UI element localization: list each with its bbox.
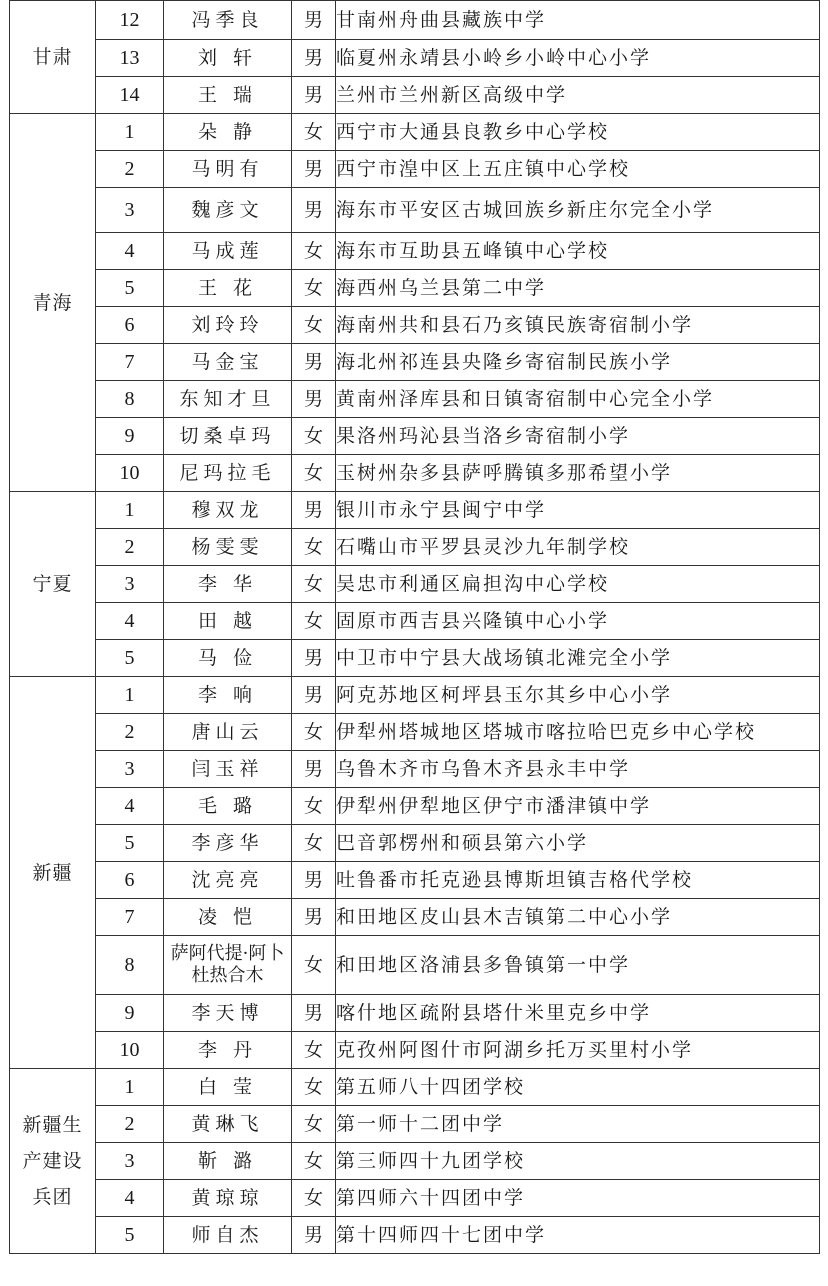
- teacher-name: 尼玛拉毛: [164, 455, 292, 492]
- row-number: 9: [96, 995, 164, 1032]
- table-row: [10, 492, 820, 529]
- row-number: 5: [96, 640, 164, 677]
- row-number: 3: [96, 751, 164, 788]
- teacher-name: 沈亮亮: [164, 862, 292, 899]
- school-name: 西宁市大通县良教乡中心学校: [336, 114, 820, 151]
- table-row: [10, 270, 820, 307]
- region-label: 新疆: [32, 861, 73, 884]
- row-number: 13: [96, 40, 164, 77]
- teacher-name: 冯季良: [164, 1, 292, 40]
- teacher-gender: 女: [292, 270, 336, 307]
- region-cell: [10, 1069, 96, 1254]
- row-number: 1: [96, 492, 164, 529]
- teacher-name: 东知才旦: [164, 381, 292, 418]
- row-number: 8: [96, 936, 164, 995]
- table-row: [10, 114, 820, 151]
- school-name: 甘南州舟曲县藏族中学: [336, 1, 820, 40]
- table-row: [10, 233, 820, 270]
- school-name: 海南州共和县石乃亥镇民族寄宿制小学: [336, 307, 820, 344]
- teacher-gender: 女: [292, 1032, 336, 1069]
- row-number: 1: [96, 677, 164, 714]
- school-name: 阿克苏地区柯坪县玉尔其乡中心小学: [336, 677, 820, 714]
- table-row: [10, 995, 820, 1032]
- school-name: 海东市互助县五峰镇中心学校: [336, 233, 820, 270]
- region-label: 甘肃: [32, 46, 73, 68]
- teacher-gender: 男: [292, 751, 336, 788]
- teacher-gender: 女: [292, 825, 336, 862]
- table-row: [10, 307, 820, 344]
- teacher-gender: 女: [292, 233, 336, 270]
- teacher-name: 黄琼琼: [164, 1180, 292, 1217]
- school-name: 第五师八十四团学校: [336, 1069, 820, 1106]
- school-name: 吴忠市利通区扁担沟中心学校: [336, 566, 820, 603]
- table-row: [10, 77, 820, 114]
- teacher-gender: 男: [292, 40, 336, 77]
- teacher-gender: 女: [292, 418, 336, 455]
- teacher-name: 唐山云: [164, 714, 292, 751]
- teacher-gender: 男: [292, 899, 336, 936]
- teacher-name: 王 花: [164, 270, 292, 307]
- teacher-gender: 男: [292, 1217, 336, 1254]
- teacher-name: 朵 静: [164, 114, 292, 151]
- table-row: [10, 1069, 820, 1106]
- row-number: 6: [96, 862, 164, 899]
- school-name: 和田地区皮山县木吉镇第二中心小学: [336, 899, 820, 936]
- row-number: 5: [96, 270, 164, 307]
- teacher-name: 黄琳飞: [164, 1106, 292, 1143]
- teacher-name: 毛 璐: [164, 788, 292, 825]
- teacher-gender: 男: [292, 1, 336, 40]
- teacher-name: 白 莹: [164, 1069, 292, 1106]
- row-number: 3: [96, 1143, 164, 1180]
- teacher-gender: 男: [292, 188, 336, 233]
- teacher-name: 魏彦文: [164, 188, 292, 233]
- school-name: 石嘴山市平罗县灵沙九年制学校: [336, 529, 820, 566]
- table-row: [10, 751, 820, 788]
- teacher-name: 闫玉祥: [164, 751, 292, 788]
- teacher-gender: 女: [292, 1106, 336, 1143]
- school-name: 兰州市兰州新区高级中学: [336, 77, 820, 114]
- teacher-name: 李 丹: [164, 1032, 292, 1069]
- school-name: 西宁市湟中区上五庄镇中心学校: [336, 151, 820, 188]
- school-name: 海西州乌兰县第二中学: [336, 270, 820, 307]
- teacher-name: 靳 潞: [164, 1143, 292, 1180]
- school-name: 海东市平安区古城回族乡新庄尔完全小学: [336, 188, 820, 233]
- region-cell: [10, 1, 96, 114]
- school-name: 克孜州阿图什市阿湖乡托万买里村小学: [336, 1032, 820, 1069]
- row-number: 1: [96, 1069, 164, 1106]
- table-row: [10, 677, 820, 714]
- table-row: [10, 603, 820, 640]
- row-number: 7: [96, 344, 164, 381]
- table-row: [10, 1217, 820, 1254]
- teacher-name: 马明有: [164, 151, 292, 188]
- teacher-name: 切桑卓玛: [164, 418, 292, 455]
- teacher-name: 马 俭: [164, 640, 292, 677]
- school-name: 固原市西吉县兴隆镇中心小学: [336, 603, 820, 640]
- table-row: [10, 455, 820, 492]
- row-number: 2: [96, 714, 164, 751]
- teacher-gender: 女: [292, 714, 336, 751]
- row-number: 4: [96, 233, 164, 270]
- school-name: 玉树州杂多县萨呼腾镇多那希望小学: [336, 455, 820, 492]
- teacher-name: 萨阿代提·阿卜杜热合木: [164, 936, 292, 995]
- teacher-name: 刘 轩: [164, 40, 292, 77]
- teacher-roster-table: [9, 0, 820, 1254]
- school-name: 第四师六十四团中学: [336, 1180, 820, 1217]
- school-name: 果洛州玛沁县当洛乡寄宿制小学: [336, 418, 820, 455]
- school-name: 第三师四十九团学校: [336, 1143, 820, 1180]
- row-number: 3: [96, 566, 164, 603]
- teacher-name: 李 响: [164, 677, 292, 714]
- region-cell: [10, 114, 96, 492]
- teacher-gender: 男: [292, 151, 336, 188]
- row-number: 4: [96, 603, 164, 640]
- school-name: 乌鲁木齐市乌鲁木齐县永丰中学: [336, 751, 820, 788]
- row-number: 2: [96, 151, 164, 188]
- teacher-gender: 男: [292, 381, 336, 418]
- row-number: 9: [96, 418, 164, 455]
- school-name: 伊犁州伊犁地区伊宁市潘津镇中学: [336, 788, 820, 825]
- region-label: 新疆生产建设兵团: [22, 1114, 83, 1208]
- table-row: [10, 714, 820, 751]
- school-name: 和田地区洛浦县多鲁镇第一中学: [336, 936, 820, 995]
- teacher-gender: 女: [292, 1180, 336, 1217]
- teacher-name: 李天博: [164, 995, 292, 1032]
- region-label: 宁夏: [32, 573, 73, 595]
- teacher-gender: 男: [292, 492, 336, 529]
- school-name: 巴音郭楞州和硕县第六小学: [336, 825, 820, 862]
- table-row: [10, 899, 820, 936]
- table-row: [10, 566, 820, 603]
- school-name: 吐鲁番市托克逊县博斯坦镇吉格代学校: [336, 862, 820, 899]
- teacher-name: 李 华: [164, 566, 292, 603]
- teacher-gender: 女: [292, 603, 336, 640]
- teacher-name: 马金宝: [164, 344, 292, 381]
- teacher-gender: 男: [292, 677, 336, 714]
- table-row: [10, 418, 820, 455]
- teacher-gender: 男: [292, 995, 336, 1032]
- row-number: 6: [96, 307, 164, 344]
- region-cell: [10, 677, 96, 1069]
- teacher-gender: 男: [292, 77, 336, 114]
- teacher-name: 杨雯雯: [164, 529, 292, 566]
- row-number: 4: [96, 788, 164, 825]
- school-name: 海北州祁连县央隆乡寄宿制民族小学: [336, 344, 820, 381]
- row-number: 5: [96, 825, 164, 862]
- teacher-name: 李彦华: [164, 825, 292, 862]
- table-row: [10, 1106, 820, 1143]
- teacher-gender: 男: [292, 344, 336, 381]
- school-name: 银川市永宁县闽宁中学: [336, 492, 820, 529]
- school-name: 伊犁州塔城地区塔城市喀拉哈巴克乡中心学校: [336, 714, 820, 751]
- row-number: 2: [96, 1106, 164, 1143]
- teacher-name: 刘玲玲: [164, 307, 292, 344]
- region-cell: [10, 492, 96, 677]
- school-name: 第一师十二团中学: [336, 1106, 820, 1143]
- table-row: [10, 1, 820, 40]
- table-row: [10, 344, 820, 381]
- row-number: 4: [96, 1180, 164, 1217]
- row-number: 8: [96, 381, 164, 418]
- teacher-gender: 女: [292, 529, 336, 566]
- school-name: 第十四师四十七团中学: [336, 1217, 820, 1254]
- teacher-gender: 女: [292, 455, 336, 492]
- table-row: [10, 529, 820, 566]
- table-row: [10, 381, 820, 418]
- roster-body: [10, 1, 820, 1254]
- teacher-gender: 女: [292, 566, 336, 603]
- table-row: [10, 1032, 820, 1069]
- school-name: 临夏州永靖县小岭乡小岭中心小学: [336, 40, 820, 77]
- row-number: 10: [96, 455, 164, 492]
- region-label: 青海: [32, 291, 73, 314]
- teacher-gender: 女: [292, 788, 336, 825]
- table-row: [10, 862, 820, 899]
- teacher-gender: 女: [292, 307, 336, 344]
- teacher-gender: 女: [292, 1143, 336, 1180]
- school-name: 喀什地区疏附县塔什米里克乡中学: [336, 995, 820, 1032]
- teacher-name: 穆双龙: [164, 492, 292, 529]
- teacher-gender: 男: [292, 862, 336, 899]
- table-row: [10, 936, 820, 995]
- table-row: [10, 788, 820, 825]
- teacher-name: 田 越: [164, 603, 292, 640]
- school-name: 黄南州泽库县和日镇寄宿制中心完全小学: [336, 381, 820, 418]
- row-number: 3: [96, 188, 164, 233]
- teacher-name: 王 瑞: [164, 77, 292, 114]
- table-row: [10, 1180, 820, 1217]
- table-row: [10, 1143, 820, 1180]
- row-number: 1: [96, 114, 164, 151]
- table-row: [10, 188, 820, 233]
- teacher-name: 师自杰: [164, 1217, 292, 1254]
- school-name: 中卫市中宁县大战场镇北滩完全小学: [336, 640, 820, 677]
- row-number: 14: [96, 77, 164, 114]
- row-number: 2: [96, 529, 164, 566]
- teacher-gender: 女: [292, 936, 336, 995]
- table-row: [10, 151, 820, 188]
- teacher-gender: 女: [292, 1069, 336, 1106]
- row-number: 5: [96, 1217, 164, 1254]
- row-number: 10: [96, 1032, 164, 1069]
- row-number: 7: [96, 899, 164, 936]
- table-row: [10, 825, 820, 862]
- table-row: [10, 640, 820, 677]
- teacher-name: 马成莲: [164, 233, 292, 270]
- teacher-gender: 女: [292, 114, 336, 151]
- teacher-name: 凌 恺: [164, 899, 292, 936]
- table-row: [10, 40, 820, 77]
- row-number: 12: [96, 1, 164, 40]
- teacher-gender: 男: [292, 640, 336, 677]
